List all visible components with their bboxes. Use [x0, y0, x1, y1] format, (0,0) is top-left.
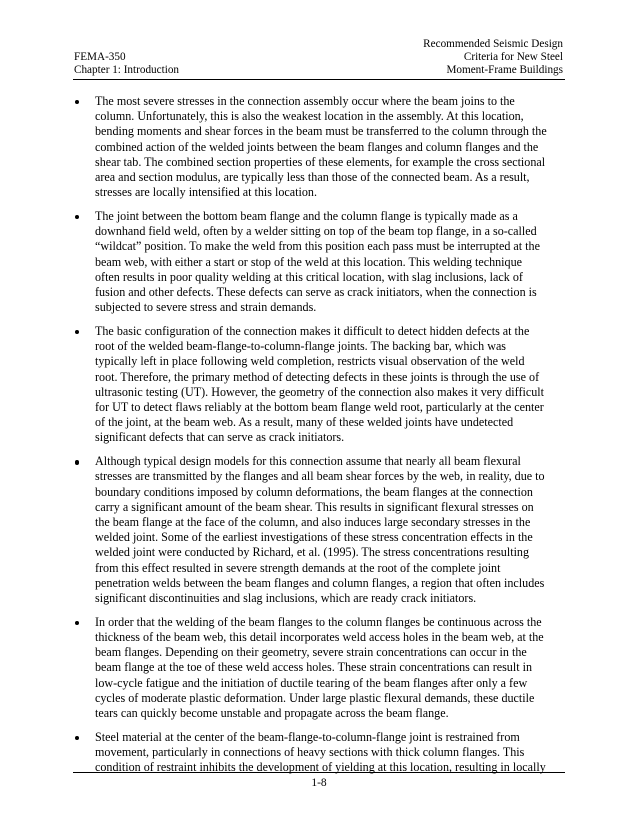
bullet-text-line: condition of restraint inhibits the development of yielding at this location, resulting in locally — [95, 760, 546, 775]
header-rule — [73, 79, 565, 80]
bullet-text-line: In order that the welding of the beam flanges to the column flanges be continuous across the — [95, 614, 542, 629]
bullet-text-line: typically left in place following weld completion, restricts visual observation of the weld — [95, 354, 525, 369]
bullet-paragraph — [95, 209, 568, 315]
bullet-text-line: shear tab. The combined section properties of these elements, for example the cross sectional — [95, 154, 546, 169]
bullet-text-line: “wildcat” position. To make the weld from this position each pass must be interrupted at the — [95, 239, 540, 254]
bullet-point-icon — [75, 100, 79, 104]
bullet-item — [74, 730, 568, 776]
bullet-text-line: welded joint. Some of the earliest investigations of these stress concentration effects in the — [95, 530, 533, 545]
bullet-text-line: stresses are transmitted by the flanges and all beam shear forces by the web, in reality, due to — [95, 469, 545, 484]
footer-rule — [73, 772, 565, 773]
bullet-text-line: movement, particularly in connections of heavy sections with thick column flanges. This — [95, 745, 525, 760]
bullet-text-line: cycles of moderate plastic deformation. Under large plastic flexural demands, these ductile — [95, 690, 535, 705]
header-document-id: FEMA-350 — [74, 51, 126, 63]
bullet-paragraph — [95, 454, 568, 606]
bullet-paragraph — [95, 615, 568, 721]
page-number: 1-8 — [311, 777, 327, 789]
bullet-text-line: stresses are locally intensified at this location. — [95, 185, 317, 200]
bullet-text-line: boundary conditions imposed by column deformations, the beam flanges at the connection — [95, 484, 533, 499]
bullet-text-line: bending moments and shear forces in the beam must be transferred to the column through the — [95, 124, 547, 139]
bullet-paragraph — [95, 94, 568, 200]
bullet-text-line: low-cycle fatigue and the initiation of ductile tearing of the beam flanges after only a few — [95, 675, 528, 690]
bullet-text-line: the beam flange at the face of the column, and also induces large secondary stresses in the — [95, 515, 531, 530]
bullet-point-icon — [75, 215, 79, 219]
bullet-text-line: significant discontinuities and slag inclusions, which are ready crack initiators. — [95, 591, 477, 606]
bullet-paragraph — [95, 324, 568, 446]
bullet-text-line: combined action of the welded joints between the beam flanges and column flanges and the — [95, 139, 539, 154]
bullet-point-icon — [75, 460, 79, 464]
bullet-text-line: The joint between the bottom beam flange and the column flange is typically made as a — [95, 209, 518, 224]
bullet-text-line: tears can quickly become unstable and propagate across the beam flange. — [95, 706, 449, 721]
bullet-point-icon — [75, 736, 79, 740]
header-document-title-line-3: Moment-Frame Buildings — [446, 64, 563, 77]
bullet-text-line: carry a significant amount of the beam shear. This results in significant flexural stresses on — [95, 499, 534, 514]
header-chapter-title: Chapter 1: Introduction — [74, 64, 180, 77]
bullet-text-line: The most severe stresses in the connection assembly occur where the beam joins to the — [95, 94, 515, 108]
bullet-text-line: of the joint, at the beam web. As a result, many of these welded joints have undetected — [95, 415, 514, 430]
bullet-text-line: from this effect resulted in severe strength demands at the root of the complete joint — [95, 560, 501, 575]
bullet-text-line: welded joint were conducted by Richard, et al. (1995). The stress concentrations resulting — [95, 545, 530, 560]
bullet-item — [74, 94, 568, 200]
bullet-text-line: Steel material at the center of the beam-flange-to-column-flange joint is restrained from — [95, 729, 520, 744]
bullet-paragraph — [95, 730, 568, 776]
bullet-text-line: beam web, with either a start or stop of the weld at this location. This welding technique — [95, 254, 522, 269]
bullet-text-line: subjected to severe stress and strain demands. — [95, 300, 317, 315]
header-document-title-line-2: Criteria for New Steel — [463, 51, 563, 64]
bullet-text-line: penetration welds between the beam flanges and column flanges, a region that often includes — [95, 575, 545, 590]
bullet-text-line: often results in poor quality welding at this critical location, with slag inclusions, lack of — [95, 269, 523, 284]
bullet-text-line: root. Therefore, the primary method of detecting defects in these joints is through the use of — [95, 369, 540, 384]
bullet-text-line: downhand field weld, often by a welder sitting on top of the beam top flange, in a so-called — [95, 224, 537, 239]
bullet-item — [74, 209, 568, 315]
bullet-text-line: ultrasonic testing (UT). However, the geometry of the connection also makes it very difficult — [95, 384, 544, 399]
bullet-point-icon — [75, 621, 79, 625]
header-right-block — [423, 38, 563, 78]
header-document-title-line-1: Recommended Seismic Design — [423, 38, 563, 50]
bullet-item — [74, 615, 568, 721]
bullet-text-line: area and section modulus, are typically less than those of the connected beam. As a result, — [95, 170, 530, 185]
bullet-text-line: for UT to detect flaws reliably at the bottom beam flange weld root, particularly at the center — [95, 400, 544, 415]
bullet-item — [74, 454, 568, 606]
bullet-text-line: column. Unfortunately, this is also the weakest location in the assembly. At this location, — [95, 109, 524, 124]
bullet-text-line: The basic configuration of the connection makes it difficult to detect hidden defects at the — [95, 324, 530, 339]
bullet-text-line: thickness of the beam web, this detail incorporates weld access holes in the beam web, at the — [95, 630, 544, 645]
bullet-text-line: significant defects that can serve as crack initiators. — [95, 430, 345, 445]
bullet-list — [74, 94, 568, 784]
bullet-text-line: fusion and other defects. These defects can serve as crack initiators, when the connection is — [95, 285, 537, 300]
bullet-text-line: beam flanges. Depending on their geometry, severe strain concentrations can occur in the — [95, 645, 527, 660]
bullet-item — [74, 324, 568, 446]
bullet-text-line: root of the welded beam-flange-to-column-flange joints. The backing bar, which was — [95, 339, 507, 354]
bullet-text-line: Although typical design models for this connection assume that nearly all beam flexural — [95, 454, 521, 469]
header-left-block — [74, 51, 179, 77]
bullet-text-line: beam flange at the toe of these weld access holes. These strain concentrations can result in — [95, 660, 533, 675]
bullet-point-icon — [75, 330, 79, 334]
